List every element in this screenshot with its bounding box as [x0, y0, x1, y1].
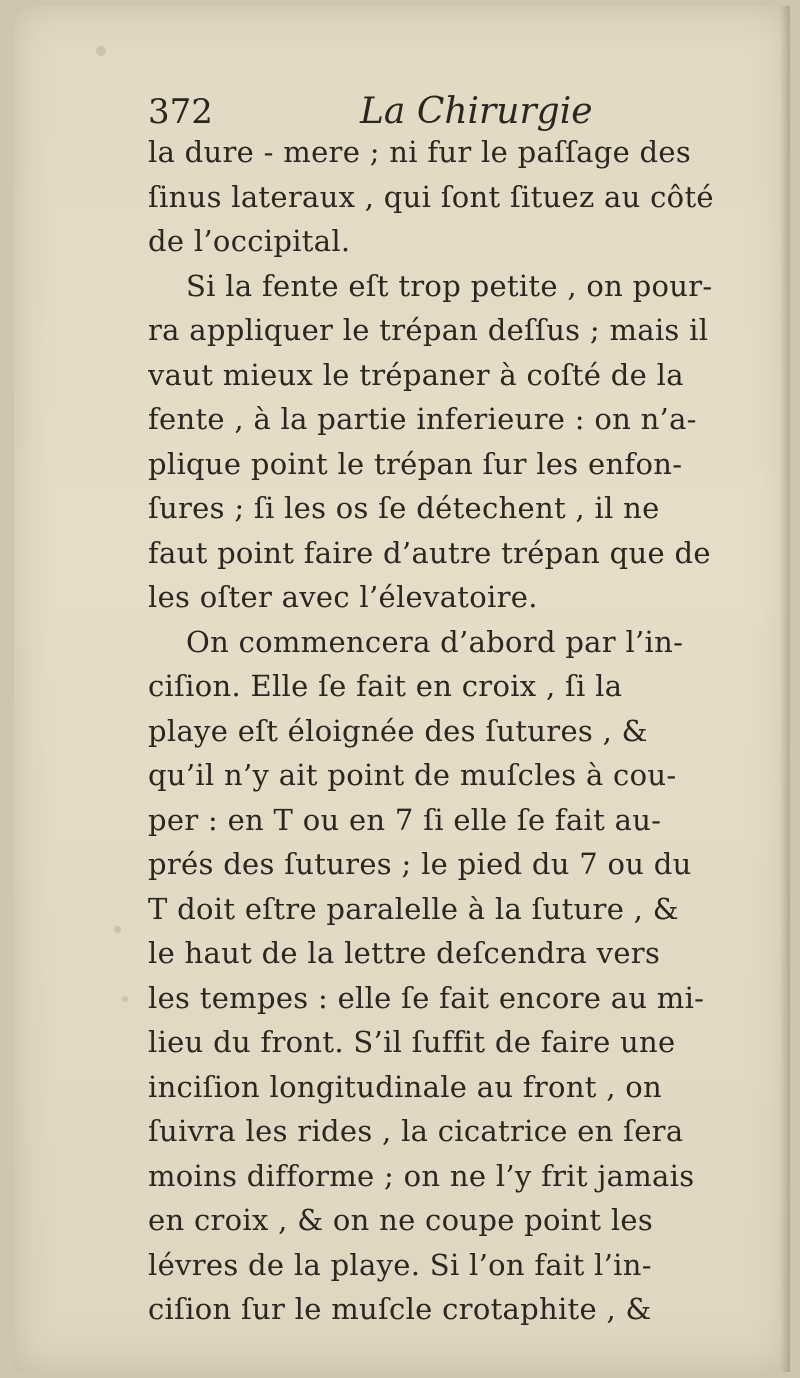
text-line: la dure - mere ; ni fur le paſſage des	[148, 135, 692, 169]
foxing-spot	[114, 926, 121, 933]
text-line: en croix , & on ne coupe point les	[148, 1203, 654, 1237]
text-line: plique point le trépan ſur les enfon-	[148, 446, 683, 481]
text-line: ciſion. Elle ſe fait en croix , ſi la	[148, 669, 623, 703]
text-line: le haut de la lettre deſcendra vers	[148, 936, 661, 970]
text-line: ſuivra les rides , la cicatrice en ſera	[148, 1114, 684, 1148]
foxing-spot	[122, 996, 128, 1002]
text-line: inciſion longitudinale au front , on	[148, 1069, 663, 1104]
text-line: vaut mieux le trépaner à coſté de la	[148, 357, 684, 392]
text-line: prés des ſutures ; le pied du 7 ou du	[148, 847, 692, 881]
text-line: T doit eſtre paralelle à la ſuture , &	[148, 891, 679, 926]
text-line: per : en T ou en 7 ſi elle ſe fait au-	[148, 802, 662, 837]
paragraph-start-line: On commencera d’abord par l’in-	[186, 624, 684, 659]
paragraph-start-line: Si la fente eſt trop petite , on pour-	[186, 268, 713, 303]
text-line: les tempes : elle ſe fait encore au mi-	[148, 980, 705, 1015]
text-line: moins difforme ; on ne l’y frit jamais	[148, 1158, 695, 1193]
foxing-spot	[96, 46, 106, 56]
text-line: les oſter avec l’élevatoire.	[148, 580, 538, 614]
text-line: ſinus lateraux , qui ſont ſituez au côté	[148, 179, 714, 214]
running-title: La Chirurgie	[360, 91, 593, 132]
text-line: playe eſt éloignée des ſutures , &	[148, 713, 648, 748]
text-line: ciſion ſur le muſcle crotaphite , &	[148, 1292, 652, 1326]
page-number: 372	[148, 92, 213, 132]
text-line: ra appliquer le trépan deſſus ; mais il	[148, 313, 709, 347]
text-line: fente , à la partie inferieure : on n’a-	[148, 402, 697, 436]
text-line: de l’occipital.	[148, 224, 351, 258]
text-line: lieu du front. S’il ſuffit de faire une	[148, 1025, 676, 1059]
page-edge-shadow	[780, 6, 790, 1372]
body-text	[148, 130, 748, 1332]
text-line: faut point faire d’autre trépan que de	[148, 535, 711, 570]
text-line: qu’il n’y ait point de muſcles à cou-	[148, 758, 677, 792]
text-line: lévres de la playe. Si l’on fait l’in-	[148, 1247, 652, 1282]
text-line: ſures ; ſi les os ſe détechent , il ne	[148, 491, 660, 525]
